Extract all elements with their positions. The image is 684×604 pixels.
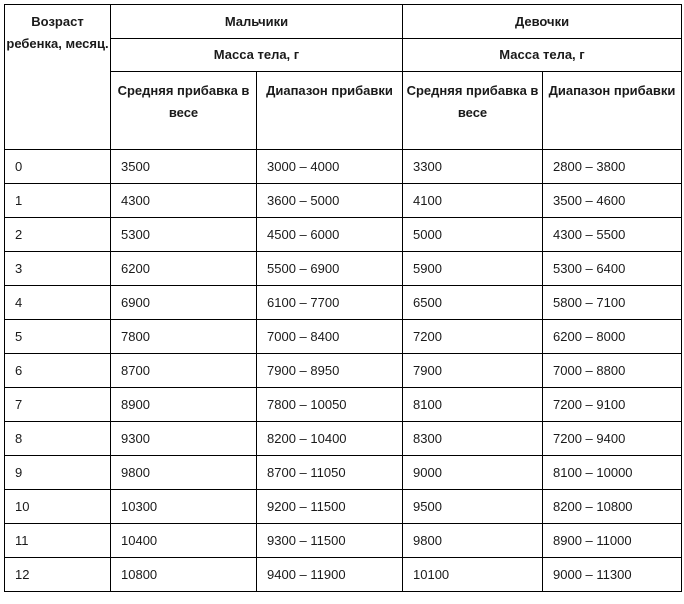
table-row [5,422,682,456]
girls-avg-cell: 9800 [403,524,543,558]
boys-avg-cell: 8900 [111,388,257,422]
girls-mass-header: Масса тела, г [403,39,682,72]
girls-avg-cell: 5900 [403,252,543,286]
age-cell: 1 [5,184,111,218]
boys-avg-cell: 5300 [111,218,257,252]
girls-range-cell: 8200 – 10800 [543,490,682,524]
boys-range-cell: 7900 – 8950 [257,354,403,388]
boys-avg-cell: 4300 [111,184,257,218]
age-cell: 5 [5,320,111,354]
boys-range-cell: 8200 – 10400 [257,422,403,456]
boys-avg-cell: 10300 [111,490,257,524]
table-body [5,150,682,592]
boys-range-cell: 9200 – 11500 [257,490,403,524]
table-row [5,320,682,354]
table-row [5,150,682,184]
boys-avg-cell: 6200 [111,252,257,286]
table-row [5,558,682,592]
girls-avg-cell: 4100 [403,184,543,218]
boys-range-cell: 9300 – 11500 [257,524,403,558]
age-cell: 4 [5,286,111,320]
boys-avg-cell: 9800 [111,456,257,490]
boys-range-cell: 5500 – 6900 [257,252,403,286]
table-row [5,456,682,490]
girls-range-cell: 2800 – 3800 [543,150,682,184]
girls-avg-cell: 5000 [403,218,543,252]
boys-range-header: Диапазон прибавки [257,72,403,150]
girls-avg-cell: 6500 [403,286,543,320]
age-cell: 9 [5,456,111,490]
age-column-header: Возраст ребенка, месяц. [5,5,111,150]
boys-range-cell: 3600 – 5000 [257,184,403,218]
table-row [5,354,682,388]
girls-avg-cell: 8300 [403,422,543,456]
girls-range-cell: 7200 – 9400 [543,422,682,456]
girls-range-header: Диапазон прибавки [543,72,682,150]
boys-avg-cell: 9300 [111,422,257,456]
girls-avg-cell: 8100 [403,388,543,422]
boys-avg-cell: 6900 [111,286,257,320]
table-row [5,184,682,218]
table-row [5,388,682,422]
boys-group-header: Мальчики [111,5,403,39]
girls-range-cell: 5300 – 6400 [543,252,682,286]
boys-range-cell: 9400 – 11900 [257,558,403,592]
age-cell: 8 [5,422,111,456]
boys-avg-header: Средняя прибавка в весе [111,72,257,150]
boys-avg-cell: 7800 [111,320,257,354]
girls-avg-cell: 7900 [403,354,543,388]
boys-range-cell: 4500 – 6000 [257,218,403,252]
age-cell: 3 [5,252,111,286]
girls-range-cell: 3500 – 4600 [543,184,682,218]
table-row [5,524,682,558]
girls-avg-cell: 9500 [403,490,543,524]
age-cell: 2 [5,218,111,252]
girls-avg-header: Средняя прибавка в весе [403,72,543,150]
age-cell: 11 [5,524,111,558]
boys-range-cell: 8700 – 11050 [257,456,403,490]
table-row [5,286,682,320]
boys-range-cell: 3000 – 4000 [257,150,403,184]
girls-avg-cell: 3300 [403,150,543,184]
girls-avg-cell: 10100 [403,558,543,592]
table-row [5,218,682,252]
girls-range-cell: 6200 – 8000 [543,320,682,354]
header-row-groups [5,5,682,39]
age-cell: 6 [5,354,111,388]
age-cell: 10 [5,490,111,524]
girls-group-header: Девочки [403,5,682,39]
boys-avg-cell: 10800 [111,558,257,592]
boys-range-cell: 6100 – 7700 [257,286,403,320]
girls-range-cell: 8100 – 10000 [543,456,682,490]
boys-avg-cell: 8700 [111,354,257,388]
boys-range-cell: 7000 – 8400 [257,320,403,354]
boys-avg-cell: 10400 [111,524,257,558]
girls-range-cell: 7200 – 9100 [543,388,682,422]
table-row [5,490,682,524]
boys-range-cell: 7800 – 10050 [257,388,403,422]
girls-range-cell: 4300 – 5500 [543,218,682,252]
girls-range-cell: 7000 – 8800 [543,354,682,388]
table-row [5,252,682,286]
age-cell: 7 [5,388,111,422]
girls-range-cell: 9000 – 11300 [543,558,682,592]
girls-range-cell: 8900 – 11000 [543,524,682,558]
weight-gain-table [4,4,682,592]
girls-avg-cell: 9000 [403,456,543,490]
age-cell: 0 [5,150,111,184]
girls-range-cell: 5800 – 7100 [543,286,682,320]
boys-mass-header: Масса тела, г [111,39,403,72]
girls-avg-cell: 7200 [403,320,543,354]
age-cell: 12 [5,558,111,592]
table-header [5,5,682,150]
boys-avg-cell: 3500 [111,150,257,184]
